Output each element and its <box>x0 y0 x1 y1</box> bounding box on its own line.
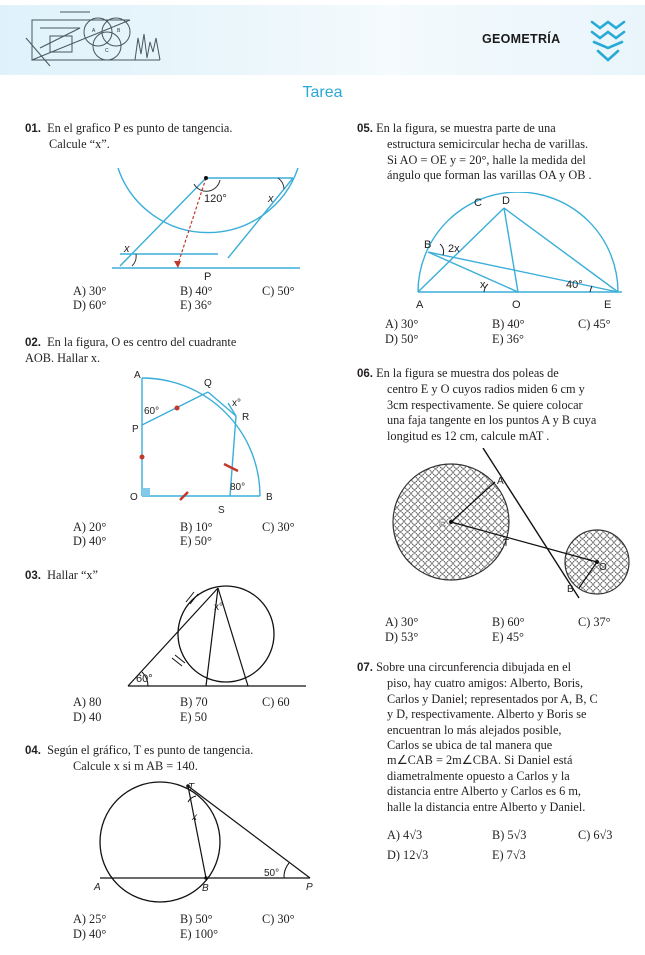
question-text-line: ángulo que forman las varillas OA y OB . <box>387 168 592 183</box>
label-o: O <box>512 299 521 311</box>
option-e[interactable]: E) 45° <box>492 630 524 644</box>
label-b: B <box>266 492 273 503</box>
label-p: P <box>306 882 313 893</box>
label-t: T <box>503 538 510 549</box>
label-a: A <box>134 370 141 381</box>
option-d[interactable]: D) 40° <box>73 927 107 941</box>
option-e[interactable]: E) 50 <box>180 710 207 724</box>
label-angle: 60° <box>144 406 160 417</box>
banner-label-a: A <box>92 28 96 34</box>
question-text-line: AOB. Hallar x. <box>25 351 101 366</box>
label-d: D <box>502 195 510 207</box>
option-d[interactable]: D) 53° <box>385 630 419 644</box>
label-angle: 80° <box>230 482 246 493</box>
label-b: B <box>202 883 209 894</box>
label-p: P <box>132 424 139 435</box>
label-e: E <box>604 299 612 311</box>
option-c[interactable]: C) 45° <box>578 317 611 331</box>
option-e[interactable]: E) 100° <box>180 927 219 941</box>
label-s: S <box>218 505 225 516</box>
question-text-line: Carlos y Daniel; representados por A, B, C <box>387 691 598 706</box>
option-e[interactable]: E) 36° <box>180 298 212 312</box>
option-b[interactable]: B) 70 <box>180 695 208 709</box>
option-a[interactable]: A) 30° <box>385 317 419 331</box>
option-b[interactable]: B) 60° <box>492 615 525 629</box>
label-x: x <box>124 243 130 255</box>
label-angle: 40° <box>566 279 583 291</box>
label-a: A <box>416 299 424 311</box>
label-a: A <box>497 476 504 487</box>
option-c[interactable]: C) 30° <box>262 520 295 534</box>
question-text-line: Hallar “x” <box>47 568 99 582</box>
question-text-line: piso, hay cuatro amigos: Alberto, Boris, <box>387 676 584 691</box>
option-e[interactable]: E) 50° <box>180 534 212 548</box>
option-c[interactable]: C) 30° <box>262 912 295 926</box>
question-text-line: En el grafico P es punto de tangencia. <box>47 121 233 135</box>
question-text-line: Sobre una circunferencia dibujada en el <box>376 660 572 674</box>
question-text-line: longitud es 12 cm, calcule mAT . <box>387 428 550 443</box>
geometry-banner-illustration <box>20 8 200 70</box>
option-a[interactable]: A) 80 <box>73 695 102 709</box>
option-e[interactable]: E) 36° <box>492 332 524 346</box>
question-number: 03. <box>25 570 41 582</box>
option-b[interactable]: B) 40° <box>492 317 525 331</box>
label-c: C <box>474 197 482 209</box>
question-number: 01. <box>25 123 41 135</box>
question-text-line: estructura semicircular hecha de varillas. <box>387 137 589 152</box>
label-angle: 120° <box>204 193 227 205</box>
option-d[interactable]: D) 50° <box>385 332 419 346</box>
question-text-line: En la figura se muestra dos poleas de <box>376 366 559 380</box>
question-text-line: Calcule x si m AB = 140. <box>73 759 198 774</box>
label-x: x <box>268 193 274 205</box>
label-p: P <box>204 271 212 283</box>
figure-04 <box>88 780 318 910</box>
option-a[interactable]: A) 25° <box>73 912 107 926</box>
option-c[interactable]: C) 6√3 <box>578 828 613 842</box>
banner-label-b: B <box>117 28 121 34</box>
question-number: 05. <box>357 123 373 135</box>
label-o: O <box>599 562 607 573</box>
question-text-line: En la figura, se muestra parte de una <box>376 121 556 135</box>
brand-logo-icon <box>588 18 628 64</box>
option-d[interactable]: D) 12√3 <box>387 848 429 862</box>
option-c[interactable]: C) 37° <box>578 615 611 629</box>
question-text-line: 3cm respectivamente. Se quiere colocar <box>387 397 583 412</box>
option-a[interactable]: A) 30° <box>385 615 419 629</box>
label-b: B <box>424 239 432 251</box>
option-b[interactable]: B) 10° <box>180 520 213 534</box>
question-text-line: y D, respectivamente. Alberto y Boris se <box>387 707 587 722</box>
question-text-line: halle la distancia entre Alberto y Daniel. <box>387 799 586 814</box>
figure-05 <box>410 192 635 316</box>
option-b[interactable]: B) 5√3 <box>492 828 527 842</box>
question-text-line: Calcule “x”. <box>49 137 110 152</box>
question-text-line: centro E y O cuyos radios miden 6 cm y <box>387 382 585 397</box>
option-a[interactable]: A) 20° <box>73 520 107 534</box>
label-x: x° <box>232 398 241 409</box>
question-02 <box>25 335 335 367</box>
question-07 <box>357 660 639 815</box>
question-04 <box>25 743 345 775</box>
figure-06 <box>383 448 635 608</box>
question-05 <box>357 121 639 184</box>
question-number: 02. <box>25 337 41 349</box>
label-angle: 2x <box>448 243 460 255</box>
option-c[interactable]: C) 60 <box>262 695 290 709</box>
question-text-line: Carlos se ubica de tal manera que <box>387 738 553 753</box>
option-c[interactable]: C) 50° <box>262 284 295 298</box>
page-title: Tarea <box>302 84 343 101</box>
question-text-line: En la figura, O es centro del cuadrante <box>47 335 237 349</box>
option-a[interactable]: A) 4√3 <box>387 828 423 842</box>
question-text-line: diametralmente opuesto a Carlos y la <box>387 768 570 783</box>
label-x: x° <box>214 602 223 613</box>
label-o: O <box>130 492 138 503</box>
figure-03 <box>118 582 308 692</box>
figure-01 <box>108 158 304 284</box>
option-b[interactable]: B) 50° <box>180 912 213 926</box>
option-e[interactable]: E) 7√3 <box>492 848 526 862</box>
label-x: x <box>192 812 197 823</box>
question-text-line: Según el gráfico, T es punto de tangencia. <box>47 743 254 757</box>
question-text-line: distancia entre Alberto y Carlos es 6 m, <box>387 784 581 799</box>
label-t: T <box>188 782 195 793</box>
label-angle: 50° <box>264 868 280 879</box>
question-text-line: Si AO = OE y = 20°, halle la medida del <box>387 152 586 167</box>
option-b[interactable]: B) 40° <box>180 284 213 298</box>
label-r: R <box>242 412 250 423</box>
figure-02 <box>120 368 290 518</box>
question-text-line: encuentran lo más alejados posible, <box>387 722 562 737</box>
label-a: A <box>94 882 101 893</box>
label-q: Q <box>204 378 212 389</box>
option-d[interactable]: D) 40 <box>73 710 102 724</box>
label-b: B <box>567 584 574 595</box>
option-d[interactable]: D) 60° <box>73 298 107 312</box>
question-06 <box>357 366 639 444</box>
question-number: 06. <box>357 368 373 380</box>
question-number: 04. <box>25 745 41 757</box>
subject-title: GEOMETRÍA <box>482 32 561 46</box>
question-number: 07. <box>357 662 373 674</box>
option-a[interactable]: A) 30° <box>73 284 107 298</box>
label-e: E <box>439 518 446 529</box>
option-d[interactable]: D) 40° <box>73 534 107 548</box>
label-x: x <box>480 279 486 291</box>
label-angle: 60° <box>136 673 153 685</box>
question-01 <box>25 121 325 153</box>
question-text-line: una faja tangente en los puntos A y B cuya <box>387 413 597 428</box>
question-text-line: m∠CAB = 2m∠CBA. Si Daniel está <box>387 753 573 768</box>
banner-label-c: C <box>105 48 109 54</box>
